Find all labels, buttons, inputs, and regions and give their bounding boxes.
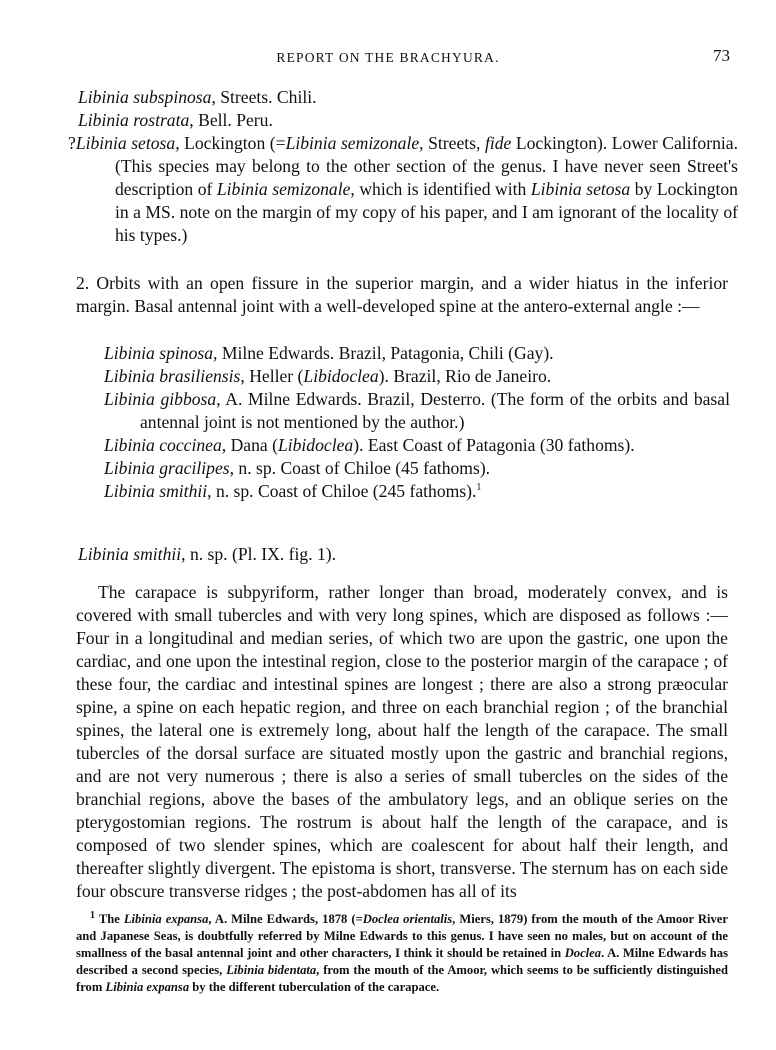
species-name: Libinia setosa (75, 133, 176, 153)
species-name: Libinia coccinea (104, 435, 222, 455)
footnote-reference[interactable]: 1 (476, 482, 482, 494)
list-item: ?Libinia setosa, Lockington (=Libinia semizonale, Streets, fide Lockington). Lower California. (This species may belong to the other section of the genus. I have never seen Street's description of Libinia semizonale, which is identified with Libinia setosa by Lockington in a MS. note on the margin of my copy of his paper, and I am ignorant of the locality of his types.) (68, 133, 738, 245)
description-paragraph: The carapace is subpyriform, rather longer than broad, moderately convex, and is covered with small tubercles and with very long spines, which are disposed as follows :— Four in a longitudinal and median series, of which two are upon the gastric, one upon the cardiac, and one upon the intestinal region, close to the posterior margin of the carapace ; of these four, the cardiac and intestinal spines are longest ; there are also a strong præocular spine, a spine on each hepatic region, and three on each branchial region ; of the branchial spines, the lateral one is extremely long, about half the length of the carapace. The small tubercles of the dorsal surface are situated mostly upon the gastric and branchial regions, and are not very numerous ; there is also a series of small tubercles on the sides of the branchial regions, above the bases of the ambulatory legs, and an oblique series on the pterygostomian regions. The rostrum is about half the length of the carapace, and is composed of two slender spines, which are coalescent for about half their length, and thereafter slightly divergent. The epistoma is short, transverse. The sternum has on each side four obscure transverse ridges ; the post-abdomen has all of its (76, 582, 728, 901)
section2-species-list (104, 342, 730, 503)
list-item: Libinia brasiliensis, Heller (Libidoclea). Brazil, Rio de Janeiro. (104, 366, 552, 386)
species-name: Libinia subspinosa (78, 87, 212, 107)
list-item: Libinia coccinea, Dana (Libidoclea). East Coast of Patagonia (30 fathoms). (104, 435, 635, 455)
section2-intro: 2. Orbits with an open fissure in the superior margin, and a wider hiatus in the inferior margin. Basal antennal joint with a well-developed spine at the antero-external angle :— (76, 273, 728, 316)
species-name: Libinia smithii (78, 544, 182, 564)
species-name: Libinia gracilipes (104, 458, 230, 478)
list-item: Libinia smithii, n. sp. Coast of Chiloe (245 fathoms).$^1$ (104, 481, 482, 501)
species-name: Libinia brasiliensis (104, 366, 241, 386)
species-name: Libinia spinosa (104, 343, 214, 363)
list-item: Libinia gibbosa, A. Milne Edwards. Brazil, Desterro. (The form of the orbits and basal antennal joint is not mentioned by the author.) (104, 389, 730, 432)
list-item: Libinia subspinosa, Streets. Chili. (78, 87, 317, 107)
list-item: Libinia rostrata, Bell. Peru. (78, 110, 273, 130)
query-mark: ? (68, 133, 76, 153)
footnote (76, 911, 728, 996)
species-name: Libinia rostrata (78, 110, 190, 130)
species-name: Libinia smithii (104, 481, 208, 501)
species-description (76, 581, 728, 903)
page-number: 73 (713, 46, 730, 65)
running-title: REPORT ON THE BRACHYURA. (276, 50, 500, 65)
footnote-text: $^1$ The Libinia expansa, A. Milne Edwards, 1878 (=Doclea orientalis, Miers, 1879) from the mouth of the Amoor River and Japanese Seas, is doubtfully referred by Milne Edwards to this genus. I have seen no males, but on account of the smallness of the basal antennal joint and other characters, I think it should be retained in Doclea. A. Milne Edwards has described a second species, Libinia bidentata, from the mouth of the Amoor, which seems to be sufficiently distinguished from Libinia expansa by the different tuberculation of the carapace. (76, 909, 728, 994)
list-item: Libinia spinosa, Milne Edwards. Brazil, Patagonia, Chili (Gay). (104, 343, 554, 363)
species-heading: Libinia smithii, n. sp. (Pl. IX. fig. 1). (78, 544, 337, 564)
list-item: Libinia gracilipes, n. sp. Coast of Chiloe (45 fathoms). (104, 458, 491, 478)
species-name: Libinia gibbosa (104, 389, 217, 409)
section1-species-list (68, 86, 738, 247)
footnote-mark: 1 (90, 909, 95, 921)
